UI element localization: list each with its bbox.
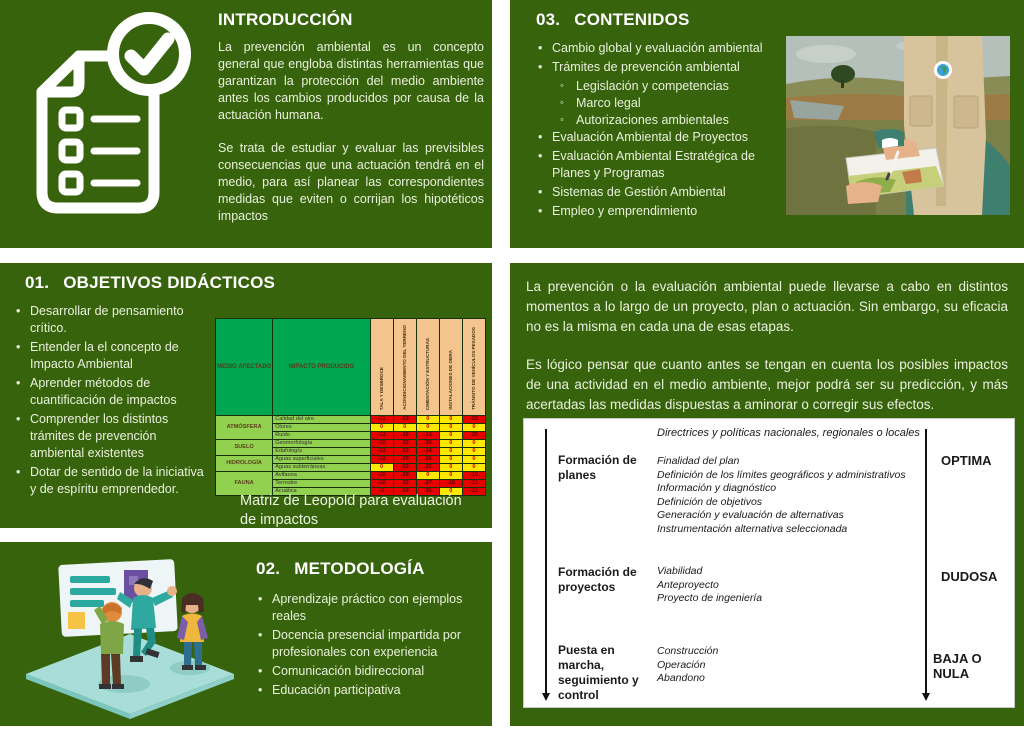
matrix-value-cell: -8 [370,488,393,496]
matrix-value-cell: 0 [416,416,439,424]
down-arrow-icon [545,429,547,694]
matrix-header-row [216,319,486,416]
metodologia-title: 02. METODOLOGÍA [256,559,425,578]
prevention-paragraph-2: Es lógico pensar que cuanto antes se tengan en cuenta los posibles impactos de una actividad en el medio ambiente, mejor podrá ser su predicción, y más acertadas las medidas dispuestas a aminorar o corregir sus efectos. [526,357,1008,412]
matrix-value-cell: -12 [462,488,485,496]
matrix-impacto-cell: Terrestre [273,480,370,488]
list-item: • Trámites de prevención ambiental [536,59,788,76]
diagram-item: Proyecto de ingeniería [657,592,763,604]
matrix-value-cell: 0 [462,456,485,464]
matrix-value-cell: 0 [439,456,462,464]
efficacy-diagram [523,418,1015,708]
matrix-value-cell: 0 [439,424,462,432]
contenidos-title: 03. CONTENIDOS [536,10,690,29]
section-number: 02. [256,559,281,578]
sub-list-item: ◦ Legislación y competencias [536,78,788,95]
matrix-impacto-cell: Calidad del aire [273,416,370,424]
matrix-value-cell: -16 [393,432,416,440]
matrix-value-cell: 0 [439,448,462,456]
matrix-medio-cell: HIDROLOGÍA [216,456,273,472]
matrix-impacto-cell: Aguas superficiales [273,456,370,464]
diagram-item: Información y diagnóstico [657,482,777,494]
matrix-value-cell: -22 [462,416,485,424]
matrix-value-cell: -20 [416,464,439,472]
stage-items [657,565,915,606]
matrix-action-header: ACONDICIONAMIENTO DEL TERRENO [393,319,416,416]
matrix-value-cell: -28 [393,472,416,480]
matrix-value-cell: -30 [416,488,439,496]
stage-label: Puesta en marcha, seguimiento y control [558,643,639,702]
list-item: • Sistemas de Gestión Ambiental [536,184,788,201]
matrix-value-cell: -26 [416,456,439,464]
matrix-value-cell: -32 [393,480,416,488]
matrix-value-cell: 0 [416,472,439,480]
list-item: • Dotar de sentido de la iniciativa y de espíritu emprendedor. [14,464,212,498]
matrix-value-cell: -25 [393,456,416,464]
matrix-impacto-cell: Ruido [273,432,370,440]
matrix-value-cell: 0 [462,448,485,456]
matrix-row [216,472,486,480]
list-item: • Evaluación Ambiental Estratégica de Planes y Programas [536,148,788,182]
list-item: • Aprender métodos de cuantificación de impactos [14,375,212,409]
list-item: • Entender la el concepto de Impacto Ambiental [14,339,212,373]
diagram-item: Anteproyecto [657,578,719,591]
matrix-value-cell: -34 [416,448,439,456]
prevention-paragraph-1: La prevención o la evaluación ambiental puede llevarse a cabo en distintos momentos a lo largo de un proyecto, plan o actuación. Sin embargo, su eficacia no es la misma en cada una de esas etapas. [526,279,1008,334]
contenidos-list [536,40,788,222]
diagram-item: Finalidad del plan [657,455,740,467]
matrix-value-cell: 0 [370,464,393,472]
checklist-document-icon [32,14,192,226]
matrix-value-cell: -13 [416,432,439,440]
matrix-value-cell: -22 [393,448,416,456]
matrix-value-cell: -32 [393,440,416,448]
diagram-item: Instrumentación alternativa seleccionada [657,522,848,535]
matrix-value-cell: 0 [462,424,485,432]
matrix-value-cell: -30 [416,440,439,448]
sub-list-item: ◦ Autorizaciones ambientales [536,112,788,129]
matrix-value-cell: 0 [462,464,485,472]
matrix-value-cell: 0 [370,424,393,432]
objetivos-panel [0,263,492,528]
prevention-panel [510,263,1024,726]
leopold-matrix [215,318,488,494]
intro-paragraph-2: Se trata de estudiar y evaluar las previsibles consecuencias que una actuación tendrá en el medio, para así planear las correspondientes medidas que eviten o corrijan los hipotéticos impactos [218,141,484,223]
matrix-action-header: INSTALACIONES DE OBRA [439,319,462,416]
objetivos-list [14,303,212,500]
matrix-value-cell: 0 [393,424,416,432]
diagram-item: Abandono [657,672,705,684]
matrix-value-cell: -11 [370,416,393,424]
matrix-medio-cell: ATMÓSFERA [216,416,273,440]
stage-items [657,645,915,686]
section-number: 03. [536,10,561,29]
matrix-value-cell: -26 [370,480,393,488]
matrix-impacto-cell: Geomorfología [273,440,370,448]
matrix-value-cell: -18 [370,456,393,464]
matrix-action-header: TALA Y DESBROCE [370,319,393,416]
matrix-value-cell: 0 [439,488,462,496]
matrix-value-cell: 0 [439,432,462,440]
matrix-value-cell: -16 [462,472,485,480]
stage-label: Formación de planes [558,453,637,482]
matrix-value-cell: -15 [439,480,462,488]
matrix-row [216,456,486,464]
stage-label: Formación de proyectos [558,565,637,594]
list-item: • Comprender los distintos trámites de prevención ambiental existentes [14,411,212,462]
fieldwork-photo [786,36,1010,215]
matrix-impacto-cell: Edafología [273,448,370,456]
matrix-value-cell: -23 [370,448,393,456]
intro-title: INTRODUCCIÓN [218,10,353,29]
down-arrow-icon [925,429,927,694]
metodologia-list [256,591,482,701]
matrix-value-cell: -13 [462,480,485,488]
matrix-action-header: CIMENTACIÓN Y ESTRUCTURAS [416,319,439,416]
stage-items [657,455,915,536]
matrix-value-cell: -13 [393,416,416,424]
intro-paragraph-1: La prevención ambiental es un concepto general que engloba distintas herramientas que garantizan la protección del medio ambiente antes los cambios producidos por causa de la actuación humana. [218,40,484,122]
matrix-impacto-cell: Avifauna [273,472,370,480]
diagram-item: Generación y evaluación de alternativas [657,509,844,521]
intro-panel [0,0,492,248]
list-item: • Aprendizaje práctico con ejemplos reales [256,591,482,625]
diagram-item: Definición de los límites geográficos y administrativos [657,468,906,481]
matrix-value-cell: 0 [439,464,462,472]
matrix-value-cell: -12 [393,464,416,472]
matrix-impacto-cell: Olores [273,424,370,432]
matrix-value-cell: -14 [393,488,416,496]
matrix-value-cell: -30 [370,440,393,448]
matrix-header-impacto: IMPACTO PRODUCIDO [273,319,370,416]
matrix-action-header: TRÁNSITO DE VEHÍCULOS PESADOS [462,319,485,416]
diagram-item: Operación [657,658,706,671]
section-number: 01. [25,273,50,292]
matrix-value-cell: 0 [416,424,439,432]
efficacy-label: BAJA O NULA [933,651,982,681]
matrix-medio-cell: FAUNA [216,472,273,496]
list-item: • Cambio global y evaluación ambiental [536,40,788,57]
matrix-value-cell: -27 [416,480,439,488]
metodologia-panel [0,542,492,726]
leopold-matrix-body [216,416,486,496]
list-item: • Desarrollar de pensamiento crítico. [14,303,212,337]
list-item: • Comunicación bidireccional [256,663,482,680]
matrix-caption: Matriz de Leopold para evaluación de impactos [240,493,462,528]
matrix-impacto-cell: Aguas subterráneas [273,464,370,472]
matrix-header-medio: MEDIO AFECTADO [216,319,273,416]
matrix-medio-cell: SUELO [216,440,273,456]
sub-list-item: ◦ Marco legal [536,95,788,112]
diagram-item: Construcción [657,645,719,657]
list-item: • Educación participativa [256,682,482,699]
matrix-impacto-cell: Acuática [273,488,370,496]
contenidos-panel [510,0,1024,248]
efficacy-label: OPTIMA [941,453,992,468]
diagram-top-note: Directrices y políticas nacionales, regionales o locales [657,427,920,439]
matrix-value-cell: 0 [439,416,462,424]
matrix-value-cell: 0 [439,440,462,448]
efficacy-label: DUDOSA [941,569,998,584]
matrix-value-cell: 0 [462,440,485,448]
matrix-value-cell: 0 [439,472,462,480]
list-item: • Docencia presencial impartida por profesionales con experiencia [256,627,482,661]
matrix-value-cell: -25 [462,432,485,440]
diagram-item: Viabilidad [657,565,703,577]
list-item: • Evaluación Ambiental de Proyectos [536,129,788,146]
presentation-people-illustration [12,546,244,724]
objetivos-title: 01. OBJETIVOS DIDÁCTICOS [25,273,276,292]
matrix-value-cell: -25 [370,472,393,480]
matrix-row [216,440,486,448]
list-item: • Empleo y emprendimiento [536,203,788,220]
matrix-value-cell: -13 [370,432,393,440]
diagram-item: Definición de objetivos [657,495,763,508]
matrix-row [216,416,486,424]
